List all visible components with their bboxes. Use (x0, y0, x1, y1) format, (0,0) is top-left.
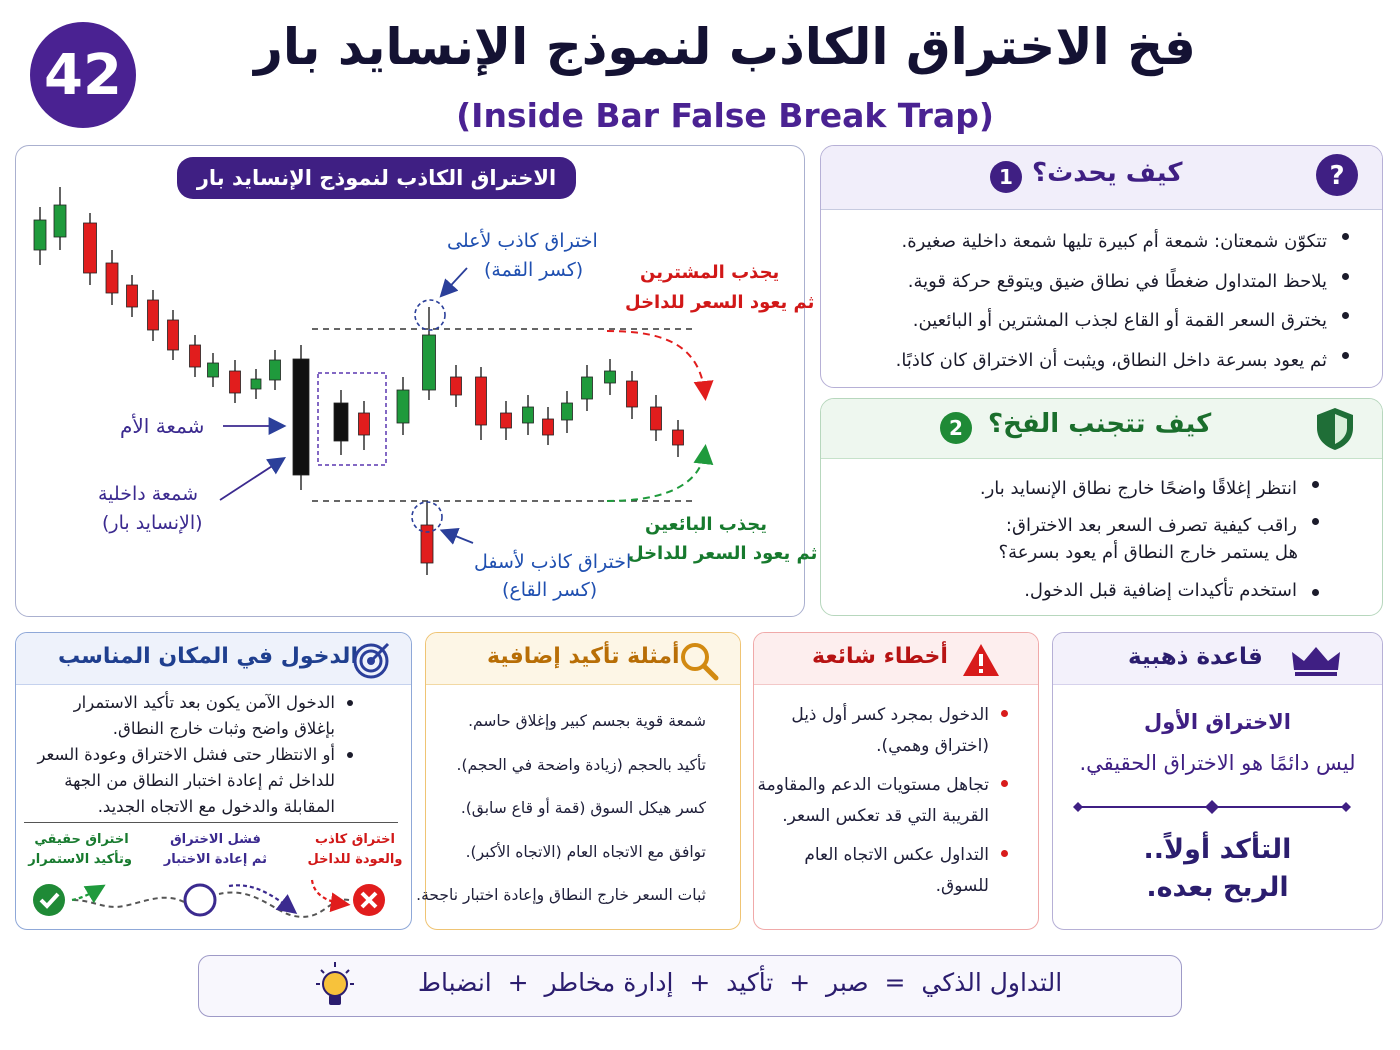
candle (270, 350, 281, 390)
page-subtitle: (Inside Bar False Break Trap) (456, 96, 994, 135)
question-icon (1314, 152, 1360, 198)
label-attract-sellers-sub: ثم يعود السعر للداخل (628, 543, 818, 564)
mistake-item-3-line-1: التداول عكس الاتجاه العام (758, 840, 1011, 871)
candle (334, 390, 348, 455)
candle (230, 360, 241, 403)
confirm-item: توافق مع الاتجاه العام (الاتجاه الأكبر). (465, 842, 706, 861)
label-false-break-down: اختراق كاذب لأسفل (474, 551, 632, 573)
golden-line-2: ليس دائمًا هو الاختراق الحقيقي. (1079, 751, 1356, 775)
page-title: فخ الاختراق الكاذب لنموذج الإنسايد بار (254, 18, 1196, 76)
how-box-title: كيف يحدث؟ (1032, 158, 1183, 188)
confirm-card-title: أمثلة تأكيد إضافية (487, 644, 680, 669)
candle (148, 290, 159, 341)
candle (34, 207, 46, 265)
entry-divider (24, 822, 398, 823)
target-icon (352, 640, 392, 680)
label-attract-buyers-sub: ثم يعود السعر للداخل (625, 292, 815, 313)
confirm-item: شمعة قوية بجسم كبير وإغلاق حاسم. (468, 712, 706, 730)
label-mother-candle: شمعة الأم (120, 414, 205, 438)
candle (106, 250, 118, 305)
candle (605, 359, 616, 395)
confirm-item: كسر هيكل السوق (قمة أو قاع سابق). (460, 799, 706, 817)
golden-line-1: الاختراق الأول (1144, 710, 1291, 734)
formula-text: التداول الذكي = صبر + تأكيد + إدارة مخاطر + انضباط (417, 968, 1063, 997)
mistake-item-2-line-2: القريبة التي قد تعكس السعر. (782, 806, 989, 826)
cross-icon (353, 884, 385, 916)
golden-line-3: التأكد أولاً.. (1143, 834, 1292, 865)
step-number-1: 1 (990, 161, 1022, 193)
candle (501, 401, 512, 440)
entry-text (37, 690, 355, 820)
label-inside-candle: شمعة داخلية (98, 483, 198, 505)
candle (543, 407, 554, 445)
magnifier-icon (678, 640, 720, 682)
candle (476, 367, 487, 440)
golden-card-title: قاعدة ذهبية (1128, 644, 1263, 670)
lesson-number-badge: 42 (30, 22, 136, 128)
candle (651, 395, 662, 441)
step-number-2: 2 (940, 412, 972, 444)
avoid-list (980, 470, 1325, 544)
stage-fail-label-sub: ثم إعادة الاختبار (163, 852, 267, 867)
golden-line-4: الربح بعده. (1146, 872, 1289, 903)
avoid-item: استخدم تأكيدات إضافية قبل الدخول. (1024, 578, 1325, 604)
how-item: يلاحظ المتداول ضغطًا في نطاق ضيق ويتوقع حركة قوية. (896, 262, 1355, 302)
mistake-item-3-line-2: للسوق. (935, 876, 989, 896)
entry-item-2-line-2: للداخل ثم إعادة اختبار النطاق من الجهة (64, 771, 335, 790)
entry-item-1-line-1: الدخول الآمن يكون بعد تأكيد الاستمرار (37, 690, 355, 716)
chart-title: الاختراق الكاذب لنموذج الإنسايد بار (177, 157, 576, 199)
label-false-break-up-sub: (كسر القمة) (484, 259, 584, 281)
candle (190, 335, 201, 377)
candle (423, 307, 436, 400)
label-attract-sellers: يجذب البائعين (645, 514, 767, 535)
avoid-item: راقب كيفية تصرف السعر بعد الاختراق: (980, 507, 1325, 544)
mistakes-text (758, 700, 1011, 902)
confirm-item: ثبات السعر خارج النطاق وإعادة اختبار ناجحة. (416, 886, 706, 904)
candle (359, 401, 370, 450)
lightbulb-icon (310, 960, 360, 1014)
mistakes-card-title: أخطاء شائعة (812, 644, 948, 669)
candle (127, 275, 138, 317)
crown-icon (1290, 644, 1342, 678)
stage-true-label-sub: وتأكيد الاستمرار (28, 852, 132, 867)
inside-bar-highlight (318, 373, 386, 465)
svg-text:?: ? (1329, 161, 1345, 191)
label-false-break-down-sub: (كسر القاع) (502, 579, 598, 601)
entry-item-2-line-1: أو الانتظار حتى فشل الاختراق وعودة السعر (37, 742, 355, 768)
stage-true-label: اختراق حقيقي (34, 832, 129, 847)
candle (251, 369, 261, 399)
how-item: ثم يعود بسرعة داخل النطاق، ويثبت أن الاختراق كان كاذبًا. (896, 341, 1355, 381)
label-false-break-up: اختراق كاذب لأعلى (447, 230, 598, 252)
confirm-item: تأكيد بالحجم (زيادة واضحة في الحجم). (456, 755, 706, 774)
candle (293, 345, 309, 490)
candle (627, 371, 638, 419)
how-list (896, 222, 1355, 380)
candle (168, 310, 179, 360)
candle (421, 501, 433, 575)
mistake-item-2-line-1: تجاهل مستويات الدعم والمقاومة (758, 770, 1011, 801)
shield-icon (1314, 406, 1356, 452)
candle (562, 391, 573, 433)
entry-item-1-line-2: بإغلاق واضح وثبات خارج النطاق. (112, 719, 335, 738)
confirm-list (416, 700, 728, 918)
candle (397, 377, 409, 435)
how-item: يخترق السعر القمة أو القاع لجذب المشترين أو البائعين. (896, 301, 1355, 341)
stage-false-label: اختراق كاذب (315, 832, 395, 847)
candle (582, 365, 593, 411)
label-attract-buyers: يجذب المشترين (640, 262, 780, 283)
candle (523, 395, 534, 435)
avoid-item: انتظر إغلاقًا واضحًا خارج نطاق الإنسايد بار. (980, 470, 1325, 507)
avoid-item-continuation: هل يستمر خارج النطاق أم يعود بسرعة؟ (998, 542, 1298, 563)
candle (451, 365, 462, 407)
entry-card-title: الدخول في المكان المناسب (58, 644, 358, 669)
golden-divider (1072, 796, 1352, 818)
avoid-box-title: كيف تتجنب الفخ؟ (988, 409, 1212, 439)
false-break-up-marker (415, 300, 445, 330)
label-inside-candle-sub: (الإنسايد بار) (102, 512, 203, 534)
stage-false-label-sub: والعودة للداخل (307, 852, 403, 867)
stage-fail-label: فشل الاختراق (170, 832, 261, 847)
mistake-item-1-line-1: الدخول بمجرد كسر أول ذيل (758, 700, 1011, 731)
warning-icon (962, 642, 1000, 678)
entry-item-2-line-3: المقابلة والدخول مع الاتجاه الجديد. (97, 797, 335, 816)
how-item: تتكوّن شمعتان: شمعة أم كبيرة تليها شمعة داخلية صغيرة. (896, 222, 1355, 262)
check-icon (33, 884, 65, 916)
entry-flow-diagram (24, 872, 404, 926)
candle (673, 420, 684, 457)
mistake-item-1-line-2: (اختراق وهمي). (876, 736, 989, 756)
candle (54, 187, 66, 250)
empty-circle-icon (185, 885, 215, 915)
avoid-list-last (1024, 578, 1325, 604)
candle (208, 353, 219, 387)
candle (84, 213, 97, 285)
